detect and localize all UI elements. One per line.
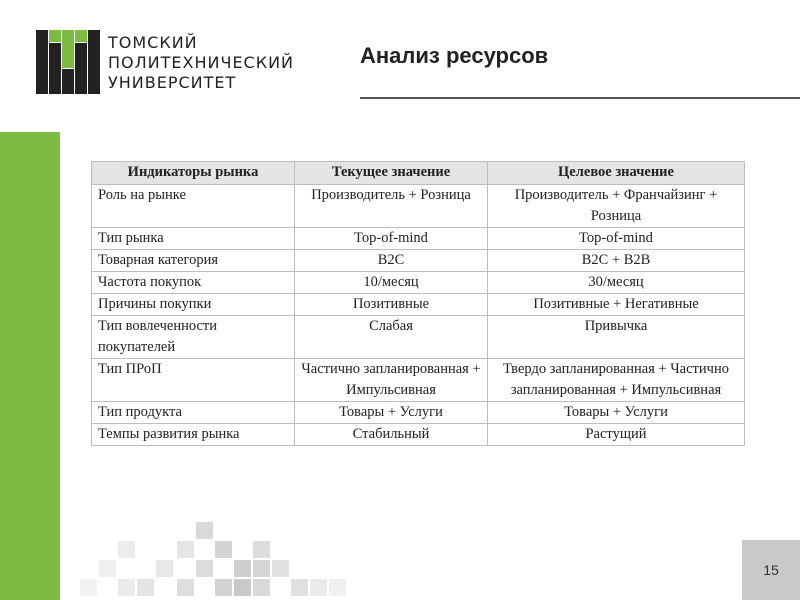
table-cell: Частота покупок <box>92 272 295 294</box>
table-cell: Товары + Услуги <box>488 402 745 424</box>
table-cell: Темпы развития рынка <box>92 424 295 446</box>
table-cell: Привычка <box>488 316 745 359</box>
table-cell: Позитивные <box>295 294 488 316</box>
table-cell: Позитивные + Негативные <box>488 294 745 316</box>
table-cell: 30/месяц <box>488 272 745 294</box>
table-cell: Частично запланированная + Импульсивная <box>295 359 488 402</box>
university-name-line-3: УНИВЕРСИТЕТ <box>108 73 237 92</box>
table-cell: Тип продукта <box>92 402 295 424</box>
university-name-line-1: ТОМСКИЙ <box>108 33 198 52</box>
table-header-row <box>92 162 745 185</box>
table-header-cell: Текущее значение <box>295 162 488 185</box>
table-row <box>92 402 745 424</box>
table-cell: Растущий <box>488 424 745 446</box>
table-row <box>92 272 745 294</box>
table-cell: Твердо запланированная + Частично запланированная + Импульсивная <box>488 359 745 402</box>
table-cell: Слабая <box>295 316 488 359</box>
table-cell: Top-of-mind <box>295 228 488 250</box>
table-cell: Товарная категория <box>92 250 295 272</box>
table-row <box>92 294 745 316</box>
table-header-cell: Индикаторы рынка <box>92 162 295 185</box>
table-cell: Тип ПРоП <box>92 359 295 402</box>
accent-sidebar-bar <box>0 132 60 600</box>
title-divider <box>360 97 800 99</box>
table-cell: Производитель + Розница <box>295 185 488 228</box>
table-row <box>92 228 745 250</box>
table-cell: Производитель + Франчайзинг + Розница <box>488 185 745 228</box>
table-row <box>92 250 745 272</box>
table-cell: 10/месяц <box>295 272 488 294</box>
page-title: Анализ ресурсов <box>360 43 549 68</box>
table-cell: Top-of-mind <box>488 228 745 250</box>
table-cell: B2C <box>295 250 488 272</box>
university-name <box>108 33 294 93</box>
page-number: 15 <box>742 540 800 600</box>
table-cell: Стабильный <box>295 424 488 446</box>
table-cell: Причины покупки <box>92 294 295 316</box>
table-header-cell: Целевое значение <box>488 162 745 185</box>
table-cell: Роль на рынке <box>92 185 295 228</box>
university-logo-icon <box>36 30 100 94</box>
table-cell: B2C + B2B <box>488 250 745 272</box>
table-cell: Товары + Услуги <box>295 402 488 424</box>
table-cell: Тип рынка <box>92 228 295 250</box>
table-row <box>92 359 745 402</box>
university-name-line-2: ПОЛИТЕХНИЧЕСКИЙ <box>108 53 295 72</box>
market-indicators-table <box>91 161 745 446</box>
table-row <box>92 185 745 228</box>
table-cell: Тип вовлеченности покупателей <box>92 316 295 359</box>
table-row <box>92 316 745 359</box>
table-row <box>92 424 745 446</box>
